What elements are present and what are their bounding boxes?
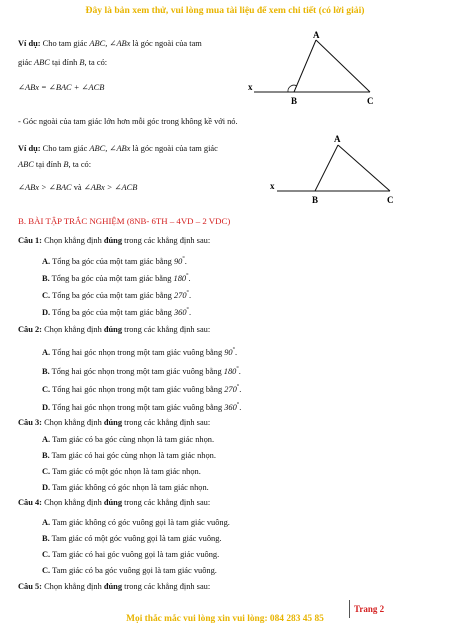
triangle-figure-2 [265, 132, 405, 210]
option-value: 90 [224, 348, 233, 357]
degree-symbol: ° [186, 273, 189, 279]
example-label: Ví dụ: [18, 39, 41, 48]
text: là góc ngoài của tam giác [130, 144, 218, 153]
option-letter: A. [42, 518, 51, 527]
option-letter: C. [42, 550, 51, 559]
question-label: Câu 1: [18, 236, 42, 245]
question-3-option[interactable] [42, 483, 209, 492]
question-label: Câu 2: [18, 325, 42, 334]
math: ABC, ∠ABx [89, 144, 131, 153]
option-value: 360 [173, 308, 187, 317]
question-label: Câu 4: [18, 498, 42, 507]
math: ∠ABx > ∠BAC [18, 183, 72, 192]
option-text: Tam giác có hai góc vuông gọi là tam giác vuông. [50, 550, 220, 559]
option-letter: D. [42, 403, 51, 412]
option-text: Tam giác không có góc nhọn là tam giác nhọn. [50, 483, 209, 492]
preview-banner: Đây là bản xem thử, vui lòng mua tài liệu để xem chi tiết (có lời giải) [85, 5, 365, 16]
option-text: Tổng hai góc nhọn trong một tam giác vuông bằng [50, 403, 225, 412]
example-label: Ví dụ: [18, 144, 41, 153]
option-value: 90 [173, 257, 183, 266]
example-1-line-1 [18, 38, 202, 48]
math: ∠ABx > ∠ACB [83, 183, 138, 192]
question-3-stem [18, 418, 210, 427]
degree-symbol: ° [186, 290, 189, 296]
question-3-option[interactable] [42, 467, 201, 476]
degree-symbol: ° [186, 307, 189, 313]
degree-symbol: ° [232, 347, 236, 353]
option-end: . [188, 308, 192, 317]
text: tại đỉnh [49, 58, 80, 67]
degree-symbol: ° [236, 366, 239, 372]
option-value: 180 [173, 274, 187, 283]
question-emphasis: đúng [103, 418, 123, 427]
option-value: 270 [173, 291, 187, 300]
question-text: trong các khẳng định sau: [122, 236, 211, 245]
contact-footer: Mọi thắc mắc vui lòng xin vui lòng: 084 283 45 85 [126, 614, 324, 624]
option-letter: D. [42, 308, 51, 317]
question-1-option[interactable] [42, 273, 191, 283]
option-text: Tổng ba góc của một tam giác bằng [50, 257, 174, 266]
option-text: Tam giác có một góc vuông gọi là tam giác vuông. [49, 534, 222, 543]
text: tại đỉnh [33, 160, 64, 169]
option-letter: B. [42, 367, 50, 376]
option-letter: B. [42, 451, 50, 460]
math: B [63, 160, 69, 169]
option-letter: A. [42, 435, 51, 444]
question-4-option[interactable] [42, 518, 230, 527]
vertex-b: B [291, 96, 298, 106]
option-text: Tam giác có một góc nhọn là tam giác nhọn. [50, 467, 201, 476]
vertex-a: A [313, 30, 320, 40]
question-text: Chọn khẳng định [41, 418, 104, 427]
question-4-option[interactable] [42, 566, 217, 575]
option-end: . [188, 274, 191, 283]
question-4-stem [18, 498, 210, 507]
example-2-line-2 [18, 160, 91, 169]
question-text: Chọn khẳng định [41, 582, 104, 591]
question-2-option[interactable] [42, 366, 241, 376]
question-emphasis: đúng [103, 325, 123, 334]
option-letter: B. [42, 274, 50, 283]
text: và [71, 183, 84, 192]
option-text: Tam giác có ba góc cùng nhọn là tam giác nhọn. [50, 435, 215, 444]
question-2-option[interactable] [42, 402, 241, 412]
side-ac [338, 145, 390, 191]
example-2-formula [18, 182, 137, 192]
example-2-line-1 [18, 143, 218, 153]
question-label: Câu 3: [18, 418, 42, 427]
degree-symbol: ° [236, 384, 240, 390]
vertex-b: B [312, 195, 319, 205]
triangle-figure-1 [240, 30, 390, 108]
option-letter: C. [42, 566, 51, 575]
option-text: Tổng hai góc nhọn trong một tam giác vuông bằng [49, 367, 224, 376]
option-letter: C. [42, 467, 51, 476]
text: , ta có: [68, 160, 92, 169]
vertex-c: C [367, 96, 374, 106]
option-letter: B. [42, 534, 50, 543]
text: Cho tam giác [40, 39, 90, 48]
option-value: 270 [224, 385, 237, 394]
option-end: . [235, 348, 238, 357]
option-text: Tổng ba góc của một tam giác bằng [50, 291, 174, 300]
question-1-option[interactable] [42, 307, 191, 317]
note-exterior-angle: - Góc ngoài của tam giác lớn hơn mỗi góc trong không kề với nó. [18, 117, 238, 126]
math: ABC [34, 58, 50, 67]
option-text: Tam giác có hai góc cùng nhọn là tam giác nhọn. [49, 451, 216, 460]
vertex-a: A [334, 134, 341, 144]
question-text: trong các khẳng định sau: [122, 418, 211, 427]
page-number [354, 604, 384, 614]
question-text: Chọn khẳng định [41, 236, 104, 245]
question-text: trong các khẳng định sau: [122, 325, 211, 334]
option-end: . [239, 403, 242, 412]
example-1-formula: ∠ABx = ∠BAC + ∠ACB [18, 83, 105, 92]
question-text: trong các khẳng định sau: [122, 582, 211, 591]
side-ab [315, 145, 338, 191]
side-ac [316, 40, 370, 92]
text: Cho tam giác [40, 144, 90, 153]
page-value: 2 [379, 604, 385, 614]
question-emphasis: đúng [103, 582, 123, 591]
option-text: Tổng hai góc nhọn trong một tam giác vuông bằng [50, 385, 225, 394]
option-end: . [238, 367, 241, 376]
question-4-option[interactable] [42, 534, 222, 543]
question-text: Chọn khẳng định [41, 325, 104, 334]
degree-symbol: ° [236, 402, 240, 408]
option-value: 180 [223, 367, 237, 376]
example-1-line-2 [18, 58, 107, 67]
ray-x: x [270, 181, 275, 191]
option-letter: A. [42, 348, 51, 357]
option-letter: D. [42, 483, 51, 492]
option-text: Tổng ba góc của một tam giác bằng [50, 308, 174, 317]
option-letter: A. [42, 257, 51, 266]
text: giác [18, 58, 35, 67]
question-1-option[interactable] [42, 290, 191, 300]
option-value: 360 [224, 403, 237, 412]
question-2-option[interactable] [42, 384, 241, 394]
option-text: Tam giác có ba góc vuông gọi là tam giác vuông. [50, 566, 217, 575]
option-letter: C. [42, 291, 51, 300]
side-ab [294, 40, 316, 92]
question-emphasis: đúng [103, 236, 123, 245]
question-2-stem [18, 325, 210, 334]
option-text: Tổng hai góc nhọn trong một tam giác vuông bằng [50, 348, 225, 357]
text: , ta có: [84, 58, 108, 67]
option-text: Tổng ba góc của một tam giác bằng [49, 274, 174, 283]
question-label: Câu 5: [18, 582, 42, 591]
question-emphasis: đúng [103, 498, 123, 507]
ray-x: x [248, 82, 253, 92]
question-3-option[interactable] [42, 451, 216, 460]
question-4-option[interactable] [42, 550, 219, 559]
option-letter: C. [42, 385, 51, 394]
option-end: . [239, 385, 242, 394]
question-2-option[interactable] [42, 347, 237, 357]
option-end: . [188, 291, 192, 300]
section-title: B. BÀI TẬP TRẮC NGHIỆM (8NB- 6TH – 4VD – 2 VDC) [18, 216, 231, 226]
question-5-stem [18, 582, 210, 591]
option-end: . [184, 257, 187, 266]
question-3-option[interactable] [42, 435, 214, 444]
question-1-stem [18, 236, 210, 245]
math: ABC, ∠ABx [89, 39, 131, 48]
math: B [79, 58, 85, 67]
question-text: trong các khẳng định sau: [122, 498, 211, 507]
option-text: Tam giác không có góc vuông gọi là tam giác vuông. [50, 518, 230, 527]
vertex-c: C [387, 195, 394, 205]
page-label: Trang [354, 604, 380, 614]
math: ABC [18, 160, 34, 169]
text: là góc ngoài của tam [130, 39, 202, 48]
degree-symbol: ° [182, 256, 185, 262]
question-text: Chọn khẳng định [41, 498, 104, 507]
question-1-option[interactable] [42, 256, 187, 266]
